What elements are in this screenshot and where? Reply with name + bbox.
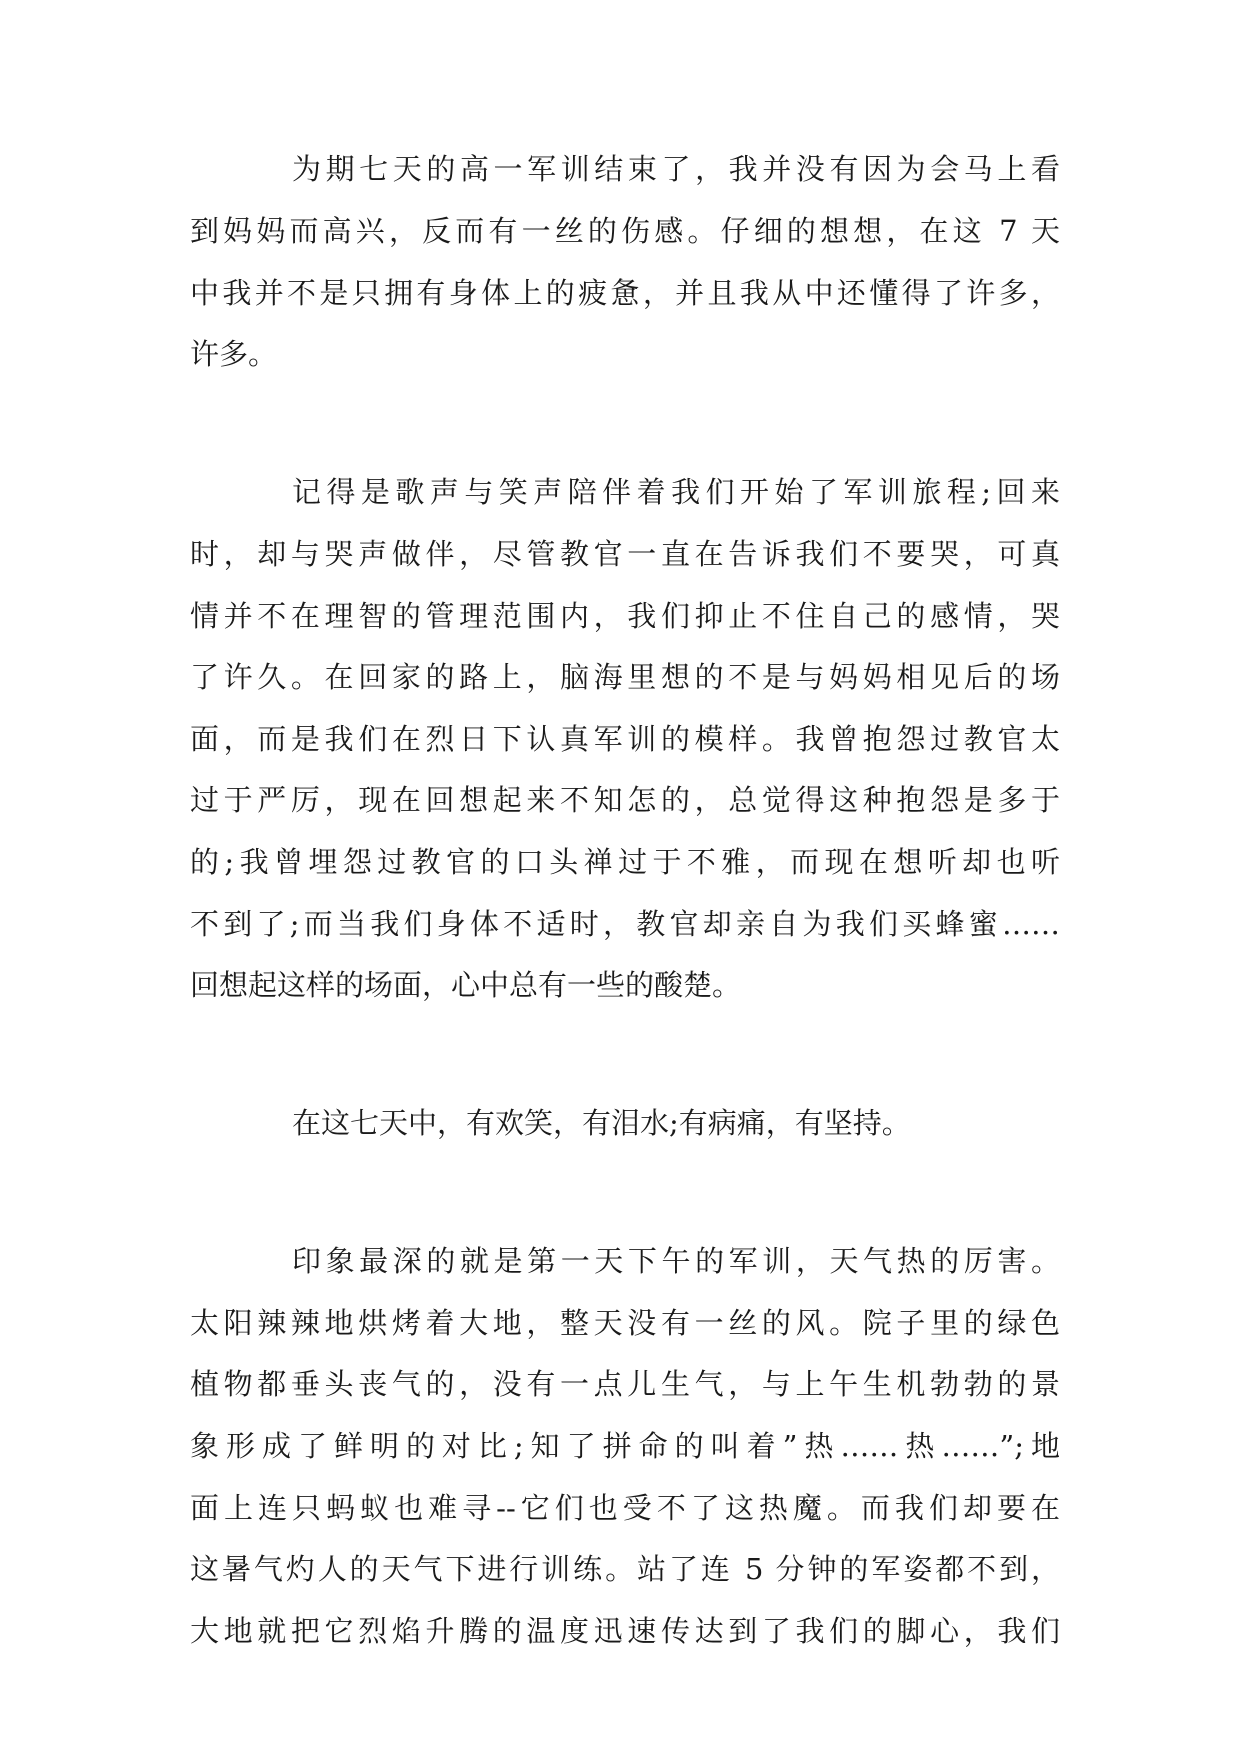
text-line: 印象最深的就是第一天下午的军训，天气热的厉害。 xyxy=(292,1244,1060,1278)
text-line: 面上连只蚂蚁也难寻--它们也受不了这热魔。而我们却要在 xyxy=(190,1491,1060,1525)
text-line: 过于严厉，现在回想起来不知怎的，总觉得这种抱怨是多于 xyxy=(190,783,1060,817)
text-line: 的;我曾埋怨过教官的口头禅过于不雅，而现在想听却也听 xyxy=(190,845,1060,879)
text-line: 面，而是我们在烈日下认真军训的模样。我曾抱怨过教官太 xyxy=(190,722,1060,756)
text-line: 到妈妈而高兴，反而有一丝的伤感。仔细的想想，在这 7 天 xyxy=(190,214,1060,248)
text-line: 回想起这样的场面，心中总有一些的酸楚。 xyxy=(190,968,742,1002)
text-line: 为期七天的高一军训结束了，我并没有因为会马上看 xyxy=(292,152,1060,186)
text-line: 这暑气灼人的天气下进行训练。站了连 5 分钟的军姿都不到， xyxy=(190,1552,1060,1586)
text-line: 中我并不是只拥有身体上的疲惫，并且我从中还懂得了许多， xyxy=(190,276,1060,310)
text-line: 象形成了鲜明的对比;知了拼命的叫着”热……热……”;地 xyxy=(190,1429,1060,1463)
text-line: 大地就把它烈焰升腾的温度迅速传达到了我们的脚心，我们 xyxy=(190,1614,1060,1648)
text-line: 太阳辣辣地烘烤着大地，整天没有一丝的风。院子里的绿色 xyxy=(190,1306,1060,1340)
text-line: 情并不在理智的管理范围内，我们抑止不住自己的感情，哭 xyxy=(190,599,1060,633)
text-line: 不到了;而当我们身体不适时，教官却亲自为我们买蜂蜜…… xyxy=(190,907,1060,941)
text-line: 在这七天中，有欢笑，有泪水;有病痛，有坚持。 xyxy=(292,1106,911,1140)
text-line: 了许久。在回家的路上，脑海里想的不是与妈妈相见后的场 xyxy=(190,660,1060,694)
text-line: 记得是歌声与笑声陪伴着我们开始了军训旅程;回来 xyxy=(292,475,1060,509)
text-line: 植物都垂头丧气的，没有一点儿生气，与上午生机勃勃的景 xyxy=(190,1367,1060,1401)
text-line: 时，却与哭声做伴，尽管教官一直在告诉我们不要哭，可真 xyxy=(190,537,1060,571)
text-line: 许多。 xyxy=(190,337,278,371)
